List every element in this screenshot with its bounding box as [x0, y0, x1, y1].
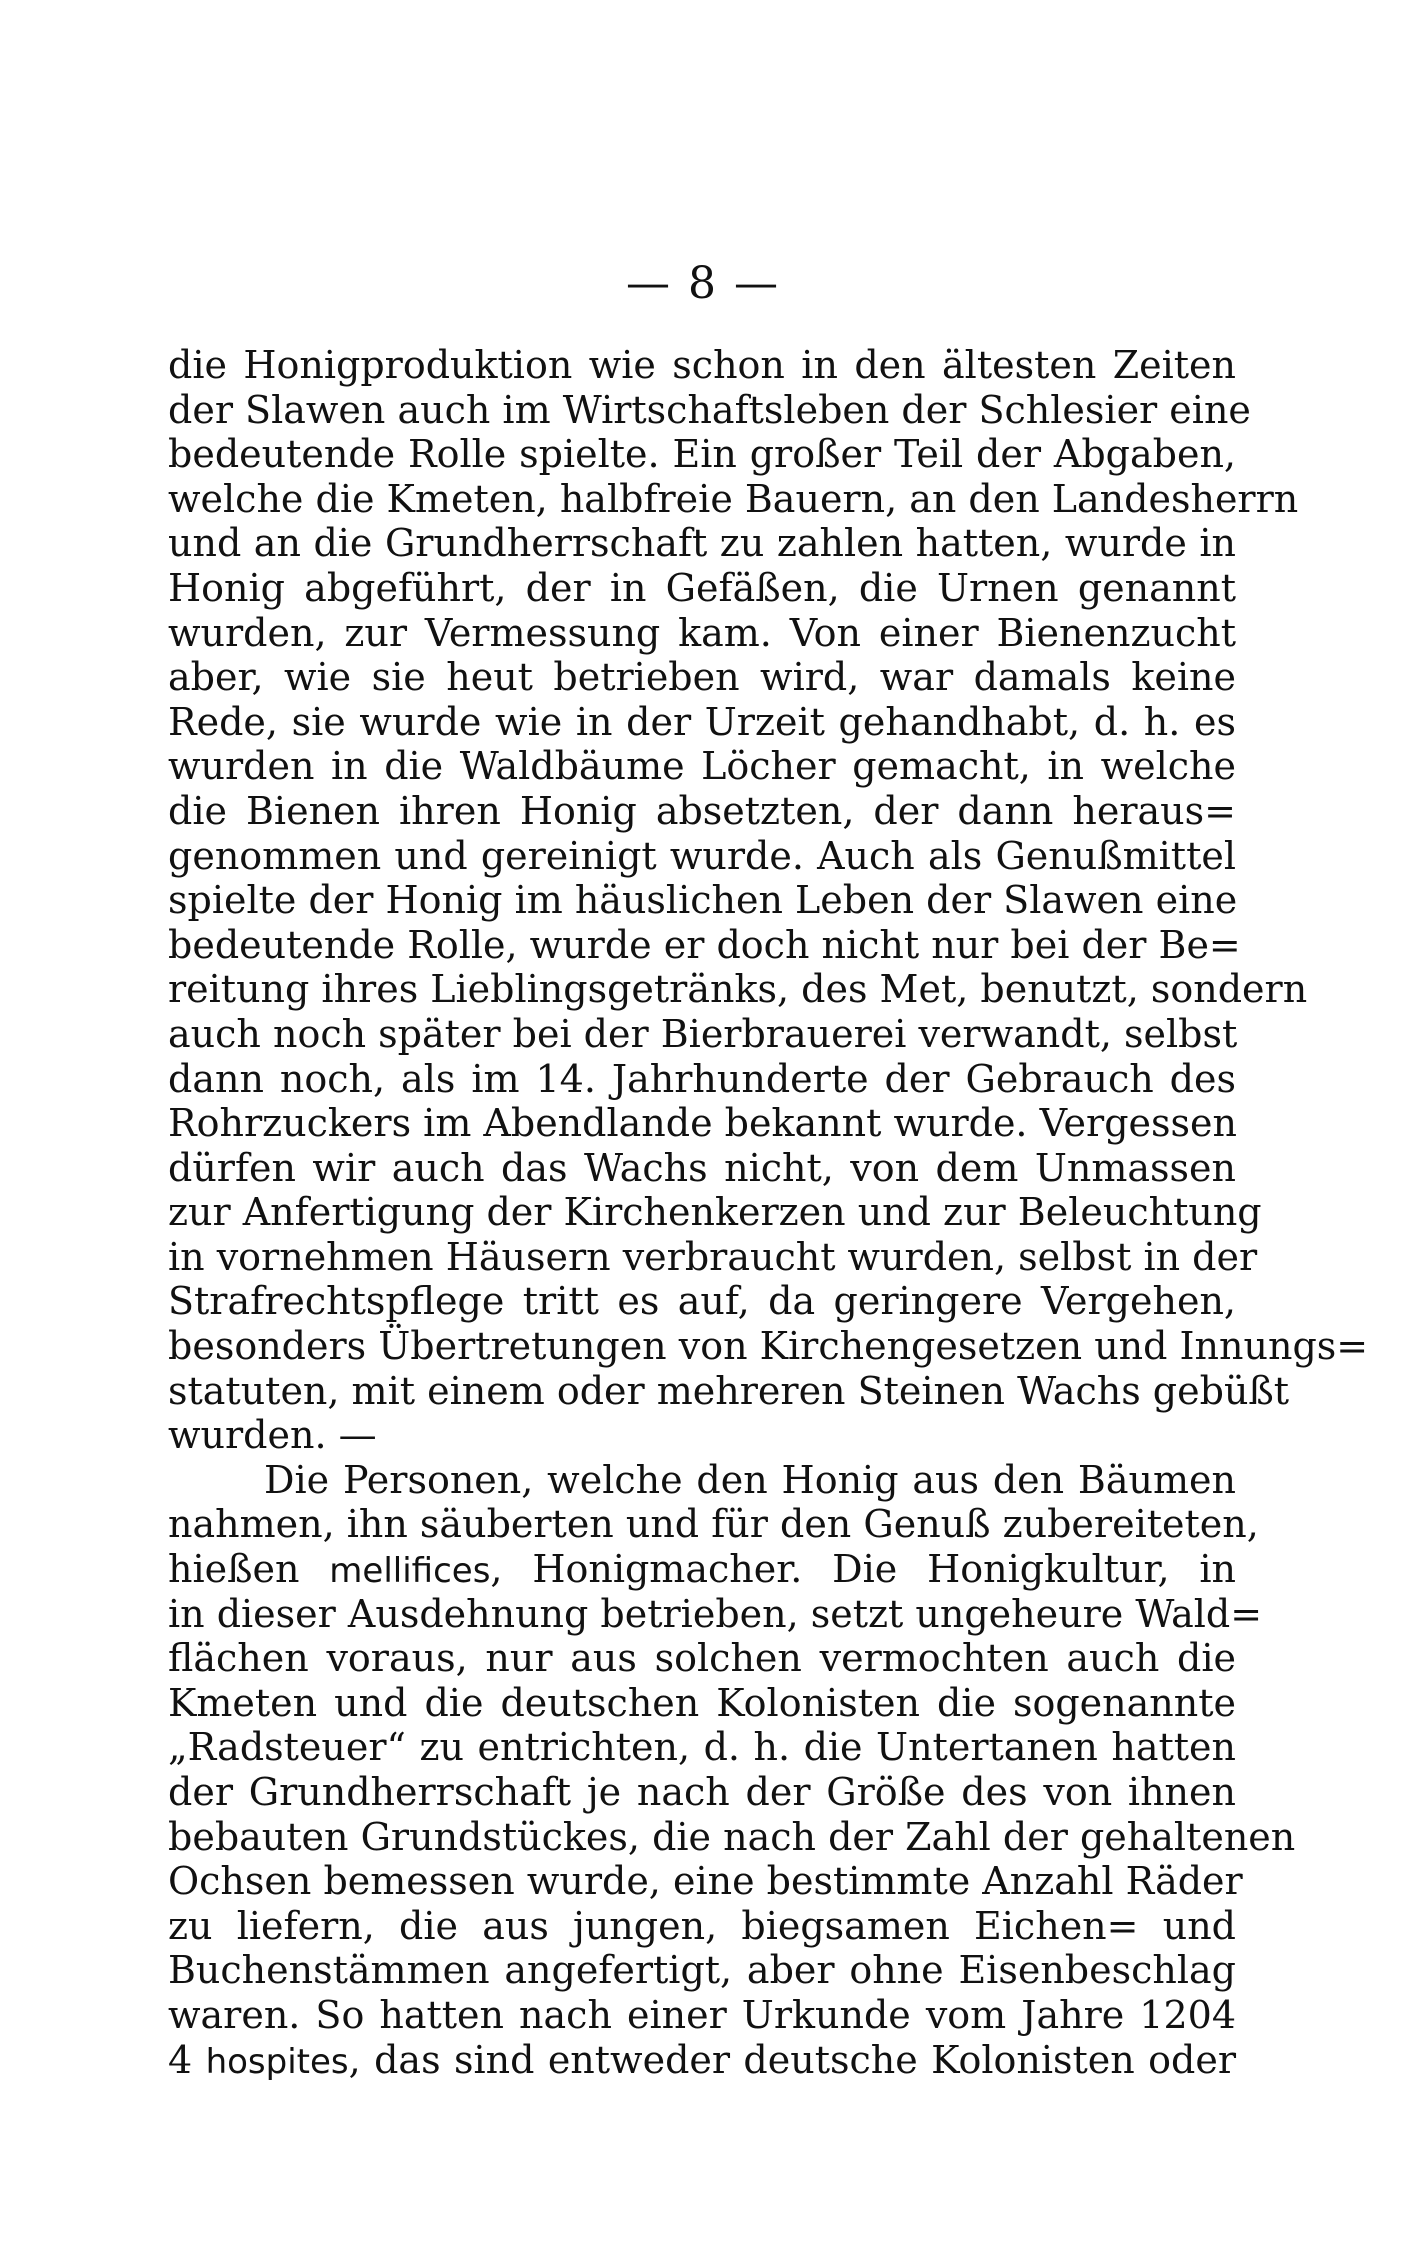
text-line: wurden. — — [168, 1413, 377, 1458]
text-line: wurden, zur Vermessung kam. Von einer Bienenzucht — [168, 610, 1236, 655]
text-run: der Grundherrschaft je nach der Größe des von ihnen — [168, 1770, 1236, 1814]
text-line — [168, 1636, 1236, 1681]
text-line: genommen und gereinigt wurde. Auch als Genußmittel — [168, 833, 1236, 878]
text-line: dann noch, als im 14. Jahrhunderte der Gebrauch des — [168, 1056, 1236, 1101]
text-line — [168, 1859, 1243, 1904]
paragraph-2 — [168, 1457, 1296, 2082]
text-run: Buchenstämmen angefertigt, aber ohne Eisenbeschlag — [168, 1948, 1236, 1993]
paragraph-1 — [168, 343, 1369, 1458]
text-line: bedeutende Rolle, wurde er doch nicht nur bei der Be= — [168, 922, 1241, 967]
text-run: „Radsteuer“ zu entrichten, d. h. die Untertanen hatten — [168, 1725, 1236, 1770]
text-run: hießen — [168, 1547, 330, 1592]
text-run: waren. So hatten nach einer Urkunde vom Jahre 1204 — [168, 1992, 1236, 2037]
text-run: Ochsen bemessen wurde, eine bestimmte Anzahl Räder — [168, 1859, 1243, 1904]
text-line: Rede, sie wurde wie in der Urzeit gehandhabt, d. h. es — [168, 699, 1236, 744]
text-line — [168, 1948, 1236, 1993]
text-line: reitung ihres Lieblingsgetränks, des Met, benutzt, sondern — [168, 967, 1308, 1012]
text-line — [168, 1458, 1236, 1503]
text-run: 4 — [168, 2037, 206, 2082]
text-run: zu liefern, die aus jungen, biegsamen Eichen= und — [168, 1903, 1236, 1948]
text-line — [168, 1814, 1296, 1860]
text-line: zur Anfertigung der Kirchenkerzen und zur Beleuchtung — [168, 1190, 1262, 1235]
text-line: Rohrzuckers im Abendlande bekannt wurde. Vergessen — [168, 1101, 1237, 1146]
body-text — [168, 343, 1369, 2082]
text-line: dürfen wir auch das Wachs nicht, von dem Unmassen — [168, 1145, 1236, 1190]
text-line — [168, 1993, 1236, 2038]
text-line — [168, 1681, 1236, 1726]
text-run: bebauten Grundstückes, die nach der Zahl der gehaltenen — [168, 1814, 1296, 1859]
text-line: in vornehmen Häusern verbraucht wurden, selbst in der — [168, 1234, 1258, 1279]
text-line: aber, wie sie heut betrieben wird, war damals keine — [168, 655, 1236, 700]
text-line — [168, 1904, 1236, 1949]
page-number: — 8 — — [626, 258, 780, 309]
latin-term: hospites — [205, 2041, 349, 2082]
text-run: , Honigmacher. Die Honigkultur, in — [490, 1547, 1236, 1592]
text-line: und an die Grundherrschaft zu zahlen hatten, wurde in — [168, 521, 1236, 566]
latin-term: mellifices — [329, 1551, 491, 1592]
text-line — [168, 1502, 1259, 1547]
text-line: die Honigproduktion wie schon in den ältesten Zeiten — [168, 343, 1236, 387]
text-run: Die Personen, welche den Honig aus den Bäumen — [264, 1457, 1236, 1502]
text-line: spielte der Honig im häuslichen Leben der Slawen eine — [168, 878, 1238, 923]
text-line — [168, 1547, 1236, 1592]
text-line: wurden in die Waldbäume Löcher gemacht, in welche — [168, 744, 1236, 789]
text-line: welche die Kmeten, halbfreie Bauern, an den Landesherrn — [168, 476, 1299, 521]
text-line: besonders Übertretungen von Kirchengesetzen und Innungs= — [168, 1324, 1369, 1369]
text-line: der Slawen auch im Wirtschaftsleben der Schlesier eine — [168, 387, 1251, 432]
text-run: Kmeten und die deutschen Kolonisten die sogenannte — [168, 1680, 1236, 1725]
text-run: in dieser Ausdehnung betrieben, setzt ungeheure Wald= — [168, 1591, 1263, 1636]
text-run: nahmen, ihn säuberten und für den Genuß zubereiteten, — [168, 1502, 1259, 1547]
text-line: die Bienen ihren Honig absetzten, der dann heraus= — [168, 788, 1236, 833]
text-line: Strafrechtspflege tritt es auf, da geringere Vergehen, — [168, 1279, 1236, 1324]
text-line — [168, 1725, 1236, 1770]
text-line — [168, 1591, 1263, 1637]
text-line: Honig abgeführt, der in Gefäßen, die Urnen genannt — [168, 565, 1236, 610]
text-line: statuten, mit einem oder mehreren Steinen Wachs gebüßt — [168, 1368, 1290, 1413]
text-line: bedeutende Rolle spielte. Ein großer Teil der Abgaben, — [168, 432, 1236, 477]
text-run: flächen voraus, nur aus solchen vermochten auch die — [168, 1636, 1236, 1681]
text-line — [168, 2038, 1236, 2083]
text-run: , das sind entweder deutsche Kolonisten oder — [348, 2037, 1236, 2082]
text-line: auch noch später bei der Bierbrauerei verwandt, selbst — [168, 1011, 1238, 1056]
text-line — [168, 1770, 1236, 1815]
